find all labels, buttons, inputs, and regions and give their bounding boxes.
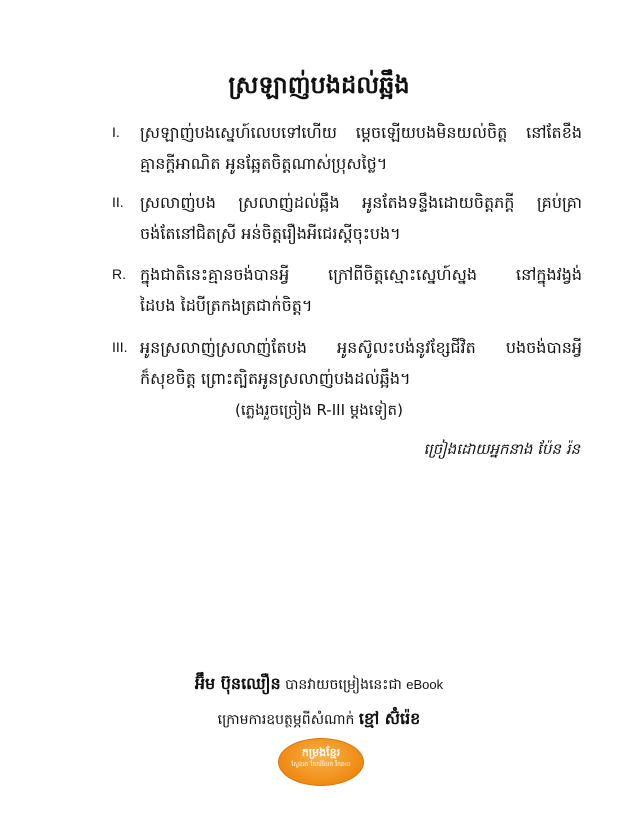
logo-tagline: ស្វែងរក ចែករំលែក រីករាយ: [291, 761, 351, 768]
verse-line: ក៏សុខចិត្ត ព្រោះត្បិតអូនស្រលាញ់បងដល់ឆ្អឹង។: [140, 369, 411, 388]
verse-number: III.: [112, 339, 128, 355]
sponsor-credit: [0, 708, 638, 732]
singer-credit: ច្រៀងដោយអ្នកនាង ប៉ែន រ៉ន: [423, 440, 580, 458]
verse-line: ស្រលាញ់បង ស្រលាញ់ដល់ឆ្អឹង អូនតែងទន្ទឹងដោយចិត្តភក្ដី គ្រប់គ្រា: [140, 193, 582, 212]
verse-line: ដៃបង ដៃបីត្រកងត្រជាក់ចិត្ត។: [140, 296, 313, 315]
verse-line: ស្រឡាញ់បងស្នេហ៍លេបទៅហើយ ម្ដេចឡើយបងមិនយល់ចិត្ត នៅតែខឹង: [140, 123, 582, 142]
verse-refrain: [112, 259, 582, 321]
verse-line: ក្នុងជាតិនេះគ្មានចង់បានអ្វី ក្រៅពីចិត្តស្មោះស្នេហ៍ស្នង នៅក្នុងវង្វង់: [140, 265, 582, 284]
verse-1: [112, 117, 582, 179]
sponsor-name: ខ្មៅ ស៊ំរ៉េខ: [358, 709, 421, 728]
repeat-note: (ភ្លេងរួចច្រៀង R-III ម្ដងទៀត): [235, 401, 403, 419]
verse-line: ចង់តែនៅជិតស្រី អន់ចិត្តរឿងអីជេរស្ដីចុះបង។: [140, 224, 401, 243]
publisher-logo: [278, 738, 364, 786]
verse-number: I.: [112, 124, 120, 140]
verse-line: គ្មានក្ដីអាណិត អូនឆ្អែតចិត្តណាស់ប្រុសថ្លៃ។: [140, 154, 388, 173]
typist-credit: [0, 673, 638, 697]
song-title: ស្រឡាញ់បងដល់ឆ្អឹង: [228, 70, 410, 99]
verse-line: អូនស្រលាញ់ស្រលាញ់តែបង អូនស៊ូលះបង់នូវខ្សែជីវិត បងចង់បានអ្វី: [140, 338, 582, 357]
verse-number: R.: [112, 266, 126, 282]
sponsor-text: ក្រោមការឧបត្ថម្ភពីសំណាក់: [217, 712, 355, 728]
logo-name: កម្រងខ្មែរ: [301, 746, 341, 759]
typist-name: អ៊ឹម ប៊ុនឈឿន: [194, 674, 281, 693]
verse-2: [112, 187, 582, 249]
typist-text: បានវាយចម្រៀងនេះជា: [285, 677, 402, 693]
ebook-label: eBook: [406, 677, 444, 692]
verse-3: [112, 332, 582, 394]
verse-number: II.: [112, 194, 124, 210]
